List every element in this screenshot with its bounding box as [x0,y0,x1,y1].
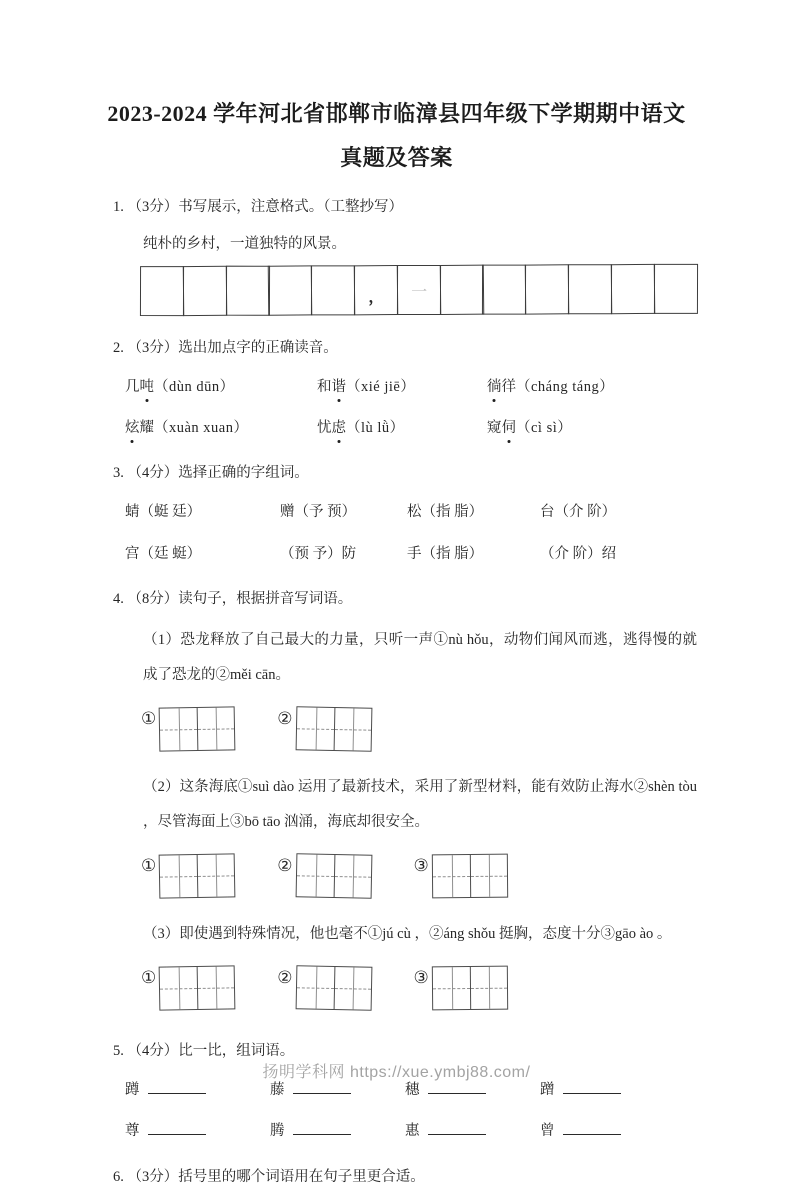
tianzige-cell [160,855,198,898]
tianzige-cell [470,967,507,1009]
compare-word-item [540,1119,697,1140]
dotted-char: 谐 [332,375,347,396]
writing-cell [439,265,484,315]
char-choice-item: 松（指 脂） [407,504,484,520]
tianzige-cell [160,967,198,1010]
compare-word-item [270,1119,405,1140]
tianzige-writing-grid [159,965,236,1010]
answer-box-group [141,707,235,751]
dotted-char: 炫 [125,416,140,437]
box-number-label: ② [277,709,293,728]
tianzige-cell [197,966,235,1009]
pinyin-choices: （dùn dūn） [154,379,235,395]
question-2-options [125,375,697,437]
tianzige-writing-grid [159,706,236,751]
dotted-char: 徜 [487,375,502,396]
tianzige-writing-grid [432,854,508,899]
answer-box-group [414,854,508,898]
answer-boxes-row [141,960,697,1016]
box-number-label: ① [141,856,157,875]
word-part: 和 [317,379,332,395]
pinyin-choices: （cì sì） [516,420,573,436]
char-choice-item: 手（指 脂） [407,546,484,562]
writing-cell [140,266,185,316]
pronunciation-item [317,416,487,437]
tianzige-cell [296,966,334,1009]
answer-box-group [277,854,371,898]
char-choice-item: 宫（廷 蜓） [125,546,202,562]
writing-cell [311,265,356,315]
question-5 [113,1040,697,1140]
handwriting-box-row [140,264,698,316]
question-4-part-1 [113,623,697,757]
question-4-part-3-text: （3）即使遇到特殊情况，他也毫不①jú cù ，②áng shǒu 挺胸，态度十分③gāo ào 。 [143,926,672,942]
tianzige-cell [160,708,198,751]
tianzige-cell [197,854,235,897]
box-number-label: ③ [413,856,429,875]
word-part: 忧 [317,420,332,436]
question-4-part-2 [113,770,697,904]
pronunciation-item [487,375,697,396]
question-2 [113,337,697,437]
question-4-part-1-text: （1）恐龙释放了自己最大的力量，只听一声①nù hǒu，动物们闻风而逃，逃得慢的就成了恐龙的②měi cān。 [143,632,697,683]
tianzige-cell [433,967,470,1009]
question-4-part-3 [113,917,697,1016]
question-6-label: 6. （3分）括号里的哪个词语用在句子里更合适。 [113,1169,425,1185]
char-choice-item: 台（介 阶） [540,504,617,520]
writing-cell [183,266,228,316]
writing-cell-dash: 一 [397,265,442,315]
question-1 [113,196,697,315]
paper-title [0,0,793,180]
writing-cell [525,264,570,314]
writing-cell [611,264,656,314]
tianzige-cell [333,708,371,751]
site-watermark: 扬明学科网 https://xue.ymbj88.com/ [262,1064,531,1081]
pronunciation-item [125,375,317,396]
compare-word-item [125,1119,270,1140]
compare-char: 蹭 [540,1082,555,1098]
tianzige-cell [296,854,334,897]
tianzige-writing-grid [159,853,236,898]
compare-char: 尊 [125,1123,140,1139]
tianzige-writing-grid [295,965,372,1010]
compare-char: 曾 [540,1123,555,1139]
writing-cell-comma: ， [354,265,399,315]
compare-char: 腾 [270,1123,285,1139]
answer-blank [293,1120,351,1135]
word-part: 几 [125,379,140,395]
tianzige-writing-grid [432,966,508,1011]
question-4 [113,588,697,1016]
box-number-label: ③ [413,968,429,987]
pinyin-choices: （cháng táng） [516,379,615,395]
question-2-label: 2. （3分）选出加点字的正确读音。 [113,340,338,356]
question-3-label: 3. （4分）选择正确的字组词。 [113,465,309,481]
char-choice-item: （介 阶）绍 [540,546,617,562]
tianzige-cell [333,855,371,898]
writing-cell [226,266,271,316]
char-choice-item: 蜻（蜓 廷） [125,504,202,520]
tianzige-cell [333,967,371,1010]
answer-blank [563,1120,621,1135]
dotted-char: 虑 [332,416,347,437]
char-choice-item: （预 予）防 [280,546,357,562]
answer-blank [428,1120,486,1135]
pronunciation-item [487,416,697,437]
question-4-part-2-text: （2）这条海底①suì dào 运用了最新技术，采用了新型材料，能有效防止海水②shèn tòu ，尽管海面上③bō tāo 汹涌，海底却很安全。 [143,779,697,830]
tianzige-cell [197,707,235,750]
question-3-options [125,500,697,563]
writing-cell [568,264,613,314]
writing-cell [482,265,527,315]
tianzige-writing-grid [295,853,372,898]
answer-box-group [414,966,508,1010]
tianzige-writing-grid [295,706,372,751]
box-number-label: ② [277,968,293,987]
compare-char: 蹲 [125,1082,140,1098]
word-part: 窥 [487,420,502,436]
answer-box-group [141,854,235,898]
paper-title-line2: 真题及答案 [340,145,453,170]
pronunciation-item [125,416,317,437]
compare-word-item [405,1119,540,1140]
answer-boxes-row [141,701,697,757]
dotted-char: 伺 [502,416,517,437]
question-4-label: 4. （8分）读句子，根据拼音写词语。 [113,591,353,607]
paper-body [0,196,793,1188]
dotted-char: 吨 [140,375,155,396]
answer-box-group [141,966,235,1010]
question-5-label: 5. （4分）比一比，组词语。 [113,1043,295,1059]
compare-char: 穗 [405,1082,420,1098]
box-number-label: ① [141,709,157,728]
word-part: 徉 [501,379,516,395]
tianzige-cell [433,855,470,897]
question-1-label: 1. （3分）书写展示，注意格式。（工整抄写） [113,199,403,215]
question-3 [113,462,697,563]
pinyin-choices: （xié jiē） [346,379,416,395]
word-part: 耀 [139,420,154,436]
box-number-label: ② [277,856,293,875]
pronunciation-item [317,375,487,396]
compare-char: 藤 [270,1082,285,1098]
pinyin-choices: （xuàn xuan） [154,420,249,436]
compare-char: 惠 [405,1123,420,1139]
question-5-items [125,1078,697,1140]
box-number-label: ① [141,968,157,987]
answer-box-group [277,707,371,751]
answer-blank [148,1120,206,1135]
tianzige-cell [470,855,507,897]
tianzige-cell [296,707,334,750]
pinyin-choices: （lù lǜ） [346,420,405,436]
paper-title-line1: 2023-2024 学年河北省邯郸市临漳县四年级下学期期中语文 [107,101,686,126]
answer-boxes-row [141,848,697,904]
writing-cell [268,265,313,315]
question-6 [113,1166,697,1188]
char-choice-item: 赠（予 预） [280,504,357,520]
question-1-sentence: 纯朴的乡村，一道独特的风景。 [143,236,346,252]
answer-box-group [277,966,371,1010]
writing-cell [653,264,698,314]
